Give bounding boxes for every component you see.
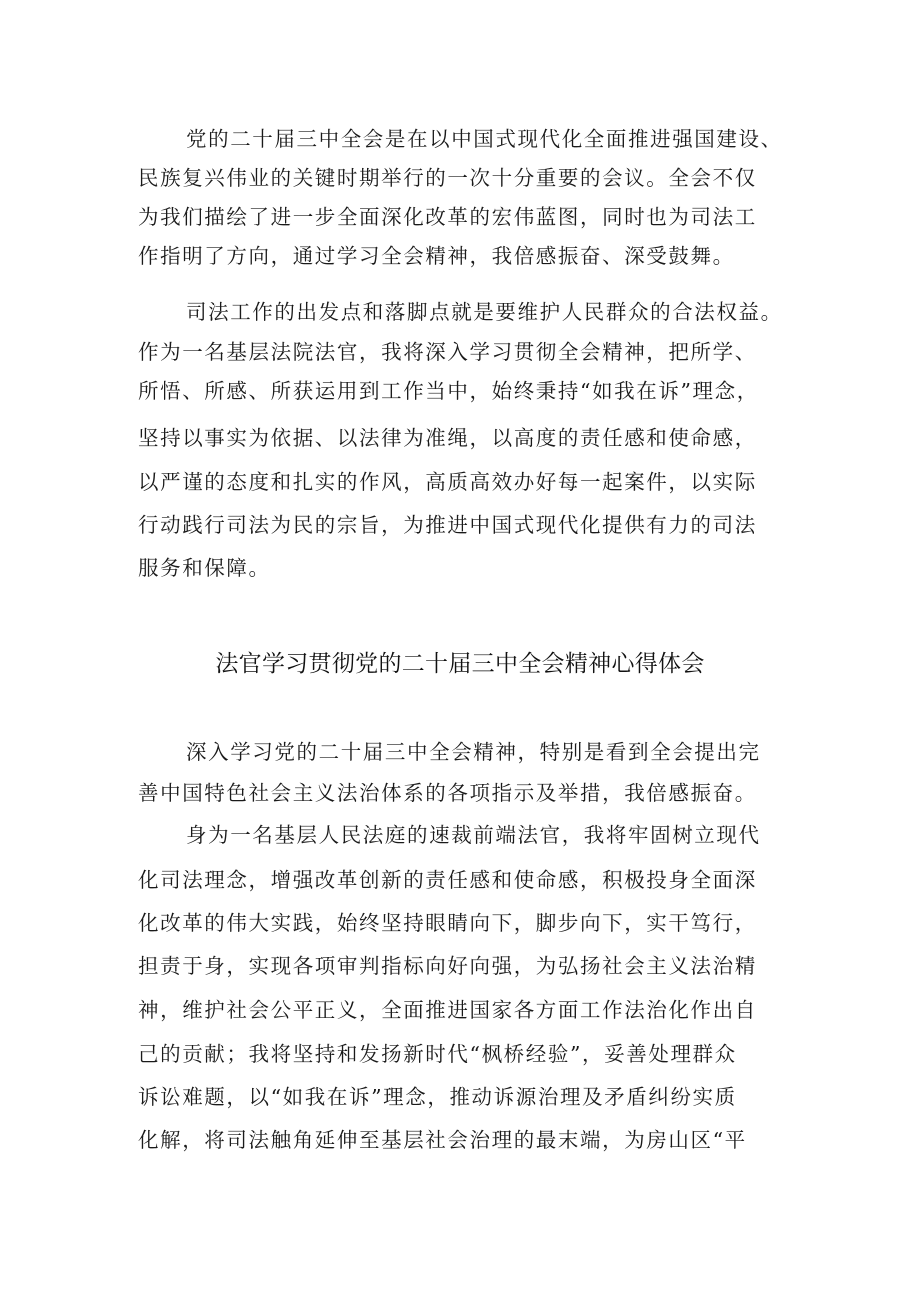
text-line: 以严谨的态度和扎实的作风，高质高效办好每一起案件，以实际	[138, 470, 757, 494]
text-line: 民族复兴伟业的关键时期举行的一次十分重要的会议。全会不仅	[138, 166, 757, 190]
text-line: 坚持以事实为依据、以法律为准绳，以高度的责任感和使命感，	[138, 426, 757, 450]
text-line: 身为一名基层人民法庭的速裁前端法官，我将牢固树立现代	[186, 823, 761, 847]
text-line: 诉讼难题，以“如我在诉”理念，推动诉源治理及矛盾纠纷实质	[138, 1085, 737, 1109]
text-line: 己的贡献；我将坚持和发扬新时代“枫桥经验”，妥善处理群众	[138, 1042, 737, 1066]
page-title: 法官学习贯彻党的二十届三中全会精神心得体会	[215, 651, 705, 677]
text-line: 行动践行司法为民的宗旨，为推进中国式现代化提供有力的司法	[138, 513, 757, 537]
text-line: 作为一名基层法院法官，我将深入学习贯彻全会精神，把所学、	[138, 340, 757, 364]
text-line: 化解，将司法触角延伸至基层社会治理的最末端，为房山区“平	[138, 1128, 747, 1152]
text-line: 神，维护社会公平正义，全面推进国家各方面工作法治化作出自	[138, 998, 757, 1022]
text-line: 党的二十届三中全会是在以中国式现代化全面推进强国建设、	[186, 127, 783, 151]
text-line: 善中国特色社会主义法治体系的各项指示及举措，我倍感振奋。	[138, 781, 757, 805]
text-line: 化司法理念，增强改革创新的责任感和使命感，积极投身全面深	[138, 868, 757, 892]
text-line: 为我们描绘了进一步全面深化改革的宏伟蓝图，同时也为司法工	[138, 205, 757, 229]
text-line: 担责于身，实现各项审判指标向好向强，为弘扬社会主义法治精	[138, 954, 757, 978]
text-line: 服务和保障。	[138, 556, 271, 580]
text-line: 深入学习党的二十届三中全会精神，特别是看到全会提出完	[186, 740, 761, 764]
text-line: 作指明了方向，通过学习全会精神，我倍感振奋、深受鼓舞。	[138, 244, 735, 268]
text-line: 化改革的伟大实践，始终坚持眼睛向下，脚步向下，实干笃行，	[138, 911, 757, 935]
text-line: 所悟、所感、所获运用到工作当中，始终秉持“如我在诉”理念，	[138, 379, 759, 403]
text-line: 司法工作的出发点和落脚点就是要维护人民群众的合法权益。	[186, 300, 783, 324]
